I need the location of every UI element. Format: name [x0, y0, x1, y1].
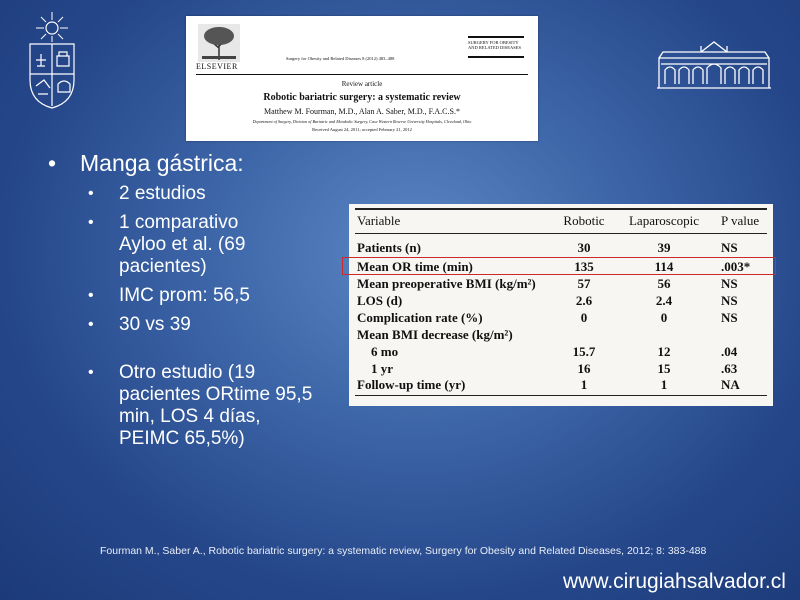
table-header-rule — [355, 233, 767, 234]
publisher-name: ELSEVIER — [196, 62, 238, 71]
table-cell: 0 — [580, 310, 588, 325]
table-header-cell: Variable — [357, 213, 401, 228]
table-header-cell: Laparoscopic — [628, 213, 700, 228]
hospital-building-icon — [653, 40, 775, 92]
table-cell: NA — [721, 377, 740, 392]
table-cell: 114 — [654, 259, 674, 274]
table-cell: 15 — [657, 361, 671, 376]
article-title: Robotic bariatric surgery: a systematic review — [263, 92, 461, 103]
sub-bullet-list — [88, 183, 348, 450]
table-row — [349, 361, 773, 377]
sub-bullet: • 30 vs 39 — [88, 314, 348, 336]
table-cell: 2.6 — [575, 293, 593, 308]
table-cell: 57 — [577, 276, 591, 291]
table-cell: NS — [721, 276, 738, 291]
table-cell: .003* — [721, 259, 751, 274]
main-bullet: • Manga gástrica: — [48, 150, 348, 177]
table-cell: 2.4 — [655, 293, 673, 308]
table-cell: NS — [721, 310, 738, 325]
table-header-cell: P value — [721, 213, 760, 228]
table-cell: NS — [721, 240, 738, 255]
sub-bullet: • IMC prom: 56,5 — [88, 285, 348, 307]
table-cell: 6 mo — [371, 344, 399, 359]
table-cell: 1 — [580, 377, 588, 392]
journal-box-top-bar — [468, 36, 524, 38]
highlight-box — [342, 257, 776, 275]
table-top-rule — [355, 208, 767, 210]
university-crest-icon — [24, 10, 80, 110]
table-bottom-rule — [355, 395, 767, 396]
table-header-row — [349, 213, 773, 229]
table-cell: 12 — [657, 344, 671, 359]
journal-box-label: SURGERY FOR OBESITY AND RELATED DISEASES — [468, 40, 522, 50]
elsevier-tree-icon — [198, 24, 240, 62]
table-row — [349, 293, 773, 309]
website-link[interactable]: www.cirugiahsalvador.cl — [563, 570, 786, 593]
citation-text: Fourman M., Saber A., Robotic bariatric surgery: a systematic review, Surgery for Obesity and Related Diseases, 2012; 8: 383-488 — [100, 545, 707, 557]
article-department: Department of Surgery, Division of Bariatric and Metabolic Surgery, Case Western Reserve University Hospitals, Cleveland, Ohio — [252, 119, 472, 124]
header-rule — [196, 74, 528, 75]
article-header-image — [186, 16, 538, 141]
table-cell: Mean preoperative BMI (kg/m²) — [357, 276, 536, 291]
table-cell: 56 — [657, 276, 671, 291]
table-row — [349, 276, 773, 292]
table-row — [349, 327, 773, 343]
table-cell: 0 — [660, 310, 668, 325]
table-cell: .63 — [721, 361, 738, 376]
journal-citation: Surgery for Obesity and Related Diseases 8 (2012) 483–488 — [286, 56, 395, 61]
table-row — [349, 377, 773, 393]
table-cell: Patients (n) — [357, 240, 421, 255]
article-type: Review article — [341, 80, 383, 88]
article-authors: Matthew M. Fourman, M.D., Alan A. Saber, M.D., F.A.C.S.* — [264, 107, 460, 116]
sub-bullet: • Otro estudio (19 pacientes ORtime 95,5 min, LOS 4 días, PEIMC 65,5%) — [88, 362, 324, 450]
table-cell: Mean OR time (min) — [357, 259, 473, 274]
table-cell: 135 — [574, 259, 594, 274]
table-cell: 1 — [660, 377, 668, 392]
article-dates: Received August 24, 2011; accepted February 21, 2012 — [312, 127, 412, 132]
table-cell: 1 yr — [371, 361, 394, 376]
table-row — [349, 240, 773, 256]
table-cell: NS — [721, 293, 738, 308]
table-cell: LOS (d) — [357, 293, 403, 308]
table-cell: Follow-up time (yr) — [357, 377, 466, 392]
table-header-cell: Robotic — [563, 213, 605, 228]
table-cell: 39 — [657, 240, 671, 255]
sub-bullet: • 1 comparativo Ayloo et al. (69 pacientes) — [88, 212, 289, 278]
bullet-list — [48, 150, 348, 457]
table-cell: 30 — [577, 240, 591, 255]
table-row — [349, 344, 773, 360]
table-cell: .04 — [721, 344, 738, 359]
table-cell: 16 — [577, 361, 591, 376]
journal-box-bottom-bar — [468, 56, 524, 58]
comparison-table — [349, 204, 773, 406]
sub-bullet: • 2 estudios — [88, 183, 348, 205]
table-cell: Complication rate (%) — [357, 310, 483, 325]
table-cell: 15.7 — [572, 344, 596, 359]
table-row — [349, 310, 773, 326]
table-cell: Mean BMI decrease (kg/m²) — [357, 327, 513, 342]
